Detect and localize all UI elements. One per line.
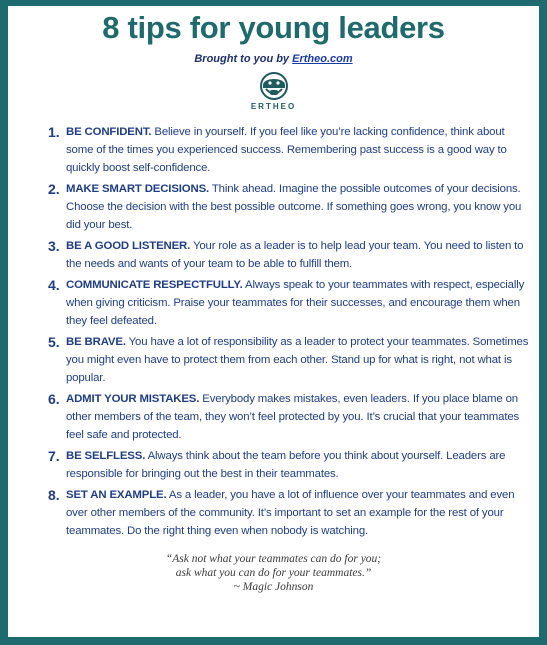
tip-text: Believe in yourself. If you feel like you’re lacking confidence, think about some of the times you experienced success. Remembering past success is a good way to quickly boost self-confidence. [66,126,507,174]
tips-list [8,123,539,540]
tip-text: Always think about the team before you think about yourself. Leaders are responsible for bringing out the best in their teammates. [66,450,506,480]
tip-heading: BE SELFLESS. [66,450,146,462]
tip-item [8,486,539,540]
tip-heading: MAKE SMART DECISIONS. [66,183,210,195]
byline [8,53,539,65]
tip-text: You have a lot of responsibility as a leader to protect your teammates. Sometimes you might even have to protect them from each other. Stand up for what is right, not what is popular. [66,336,529,384]
tip-body [66,390,539,444]
tip-body [66,447,539,483]
tip-body [66,237,539,273]
tip-text: As a leader, you have a lot of influence over your teammates and even over other members of the community. It’s important to set an example for the rest of your teammates. Do the right thing even when nobody is watching. [66,489,515,537]
tip-body [66,276,539,330]
page-title: 8 tips for young leaders [102,10,445,45]
tip-text: Always speak to your teammates with respect, especially when giving criticism. Praise your teammates for their successes, and encourage them when they feel defeated. [66,279,525,327]
tip-item [8,447,539,483]
closing-quote [8,552,539,594]
tip-number: 4. [48,277,60,293]
tip-body [66,123,539,177]
tip-number: 6. [48,391,60,407]
tip-heading: COMMUNICATE RESPECTFULLY. [66,279,243,291]
tip-heading: BE BRAVE. [66,336,126,348]
quote-author: ~ Magic Johnson [233,581,314,593]
quote-line-2: ask what you can do for your teammates.” [175,567,372,579]
tip-heading: BE CONFIDENT. [66,126,152,138]
tip-text: Your role as a leader is to help lead your team. You need to listen to the needs and wants of your team to be able to fulfill them. [66,240,524,270]
infographic-card [8,6,539,637]
ertheo-logo [234,71,314,111]
tip-item [8,123,539,177]
tip-number: 5. [48,334,60,350]
tip-text: Everybody makes mistakes, even leaders. If you place blame on other members of the team, they won’t feel protected by you. It’s crucial that your teammates feel safe and protected. [66,393,520,441]
ertheo-link[interactable]: Ertheo.com [292,53,353,65]
tip-body [66,486,539,540]
tip-heading: BE A GOOD LISTENER. [66,240,191,252]
tip-heading: SET AN EXAMPLE. [66,489,167,501]
tip-number: 8. [48,487,60,503]
logo-text: ERTHEO [250,102,297,111]
tip-item [8,276,539,330]
byline-prefix: Brought to you by [194,53,290,65]
tip-number: 2. [48,181,60,197]
tip-number: 7. [48,448,60,464]
tip-item [8,390,539,444]
quote-line-1: “Ask not what your teammates can do for you; [165,553,382,565]
tip-number: 3. [48,238,60,254]
tip-heading: ADMIT YOUR MISTAKES. [66,393,200,405]
tip-item [8,237,539,273]
tip-item [8,180,539,234]
tip-number: 1. [48,124,60,140]
tip-item [8,333,539,387]
tip-body [66,180,539,234]
helmet-logo-icon [257,71,291,101]
tip-text: Think ahead. Imagine the possible outcomes of your decisions. Choose the decision with the best possible outcome. If something goes wrong, you know you did your best. [66,183,522,231]
tip-body [66,333,539,387]
